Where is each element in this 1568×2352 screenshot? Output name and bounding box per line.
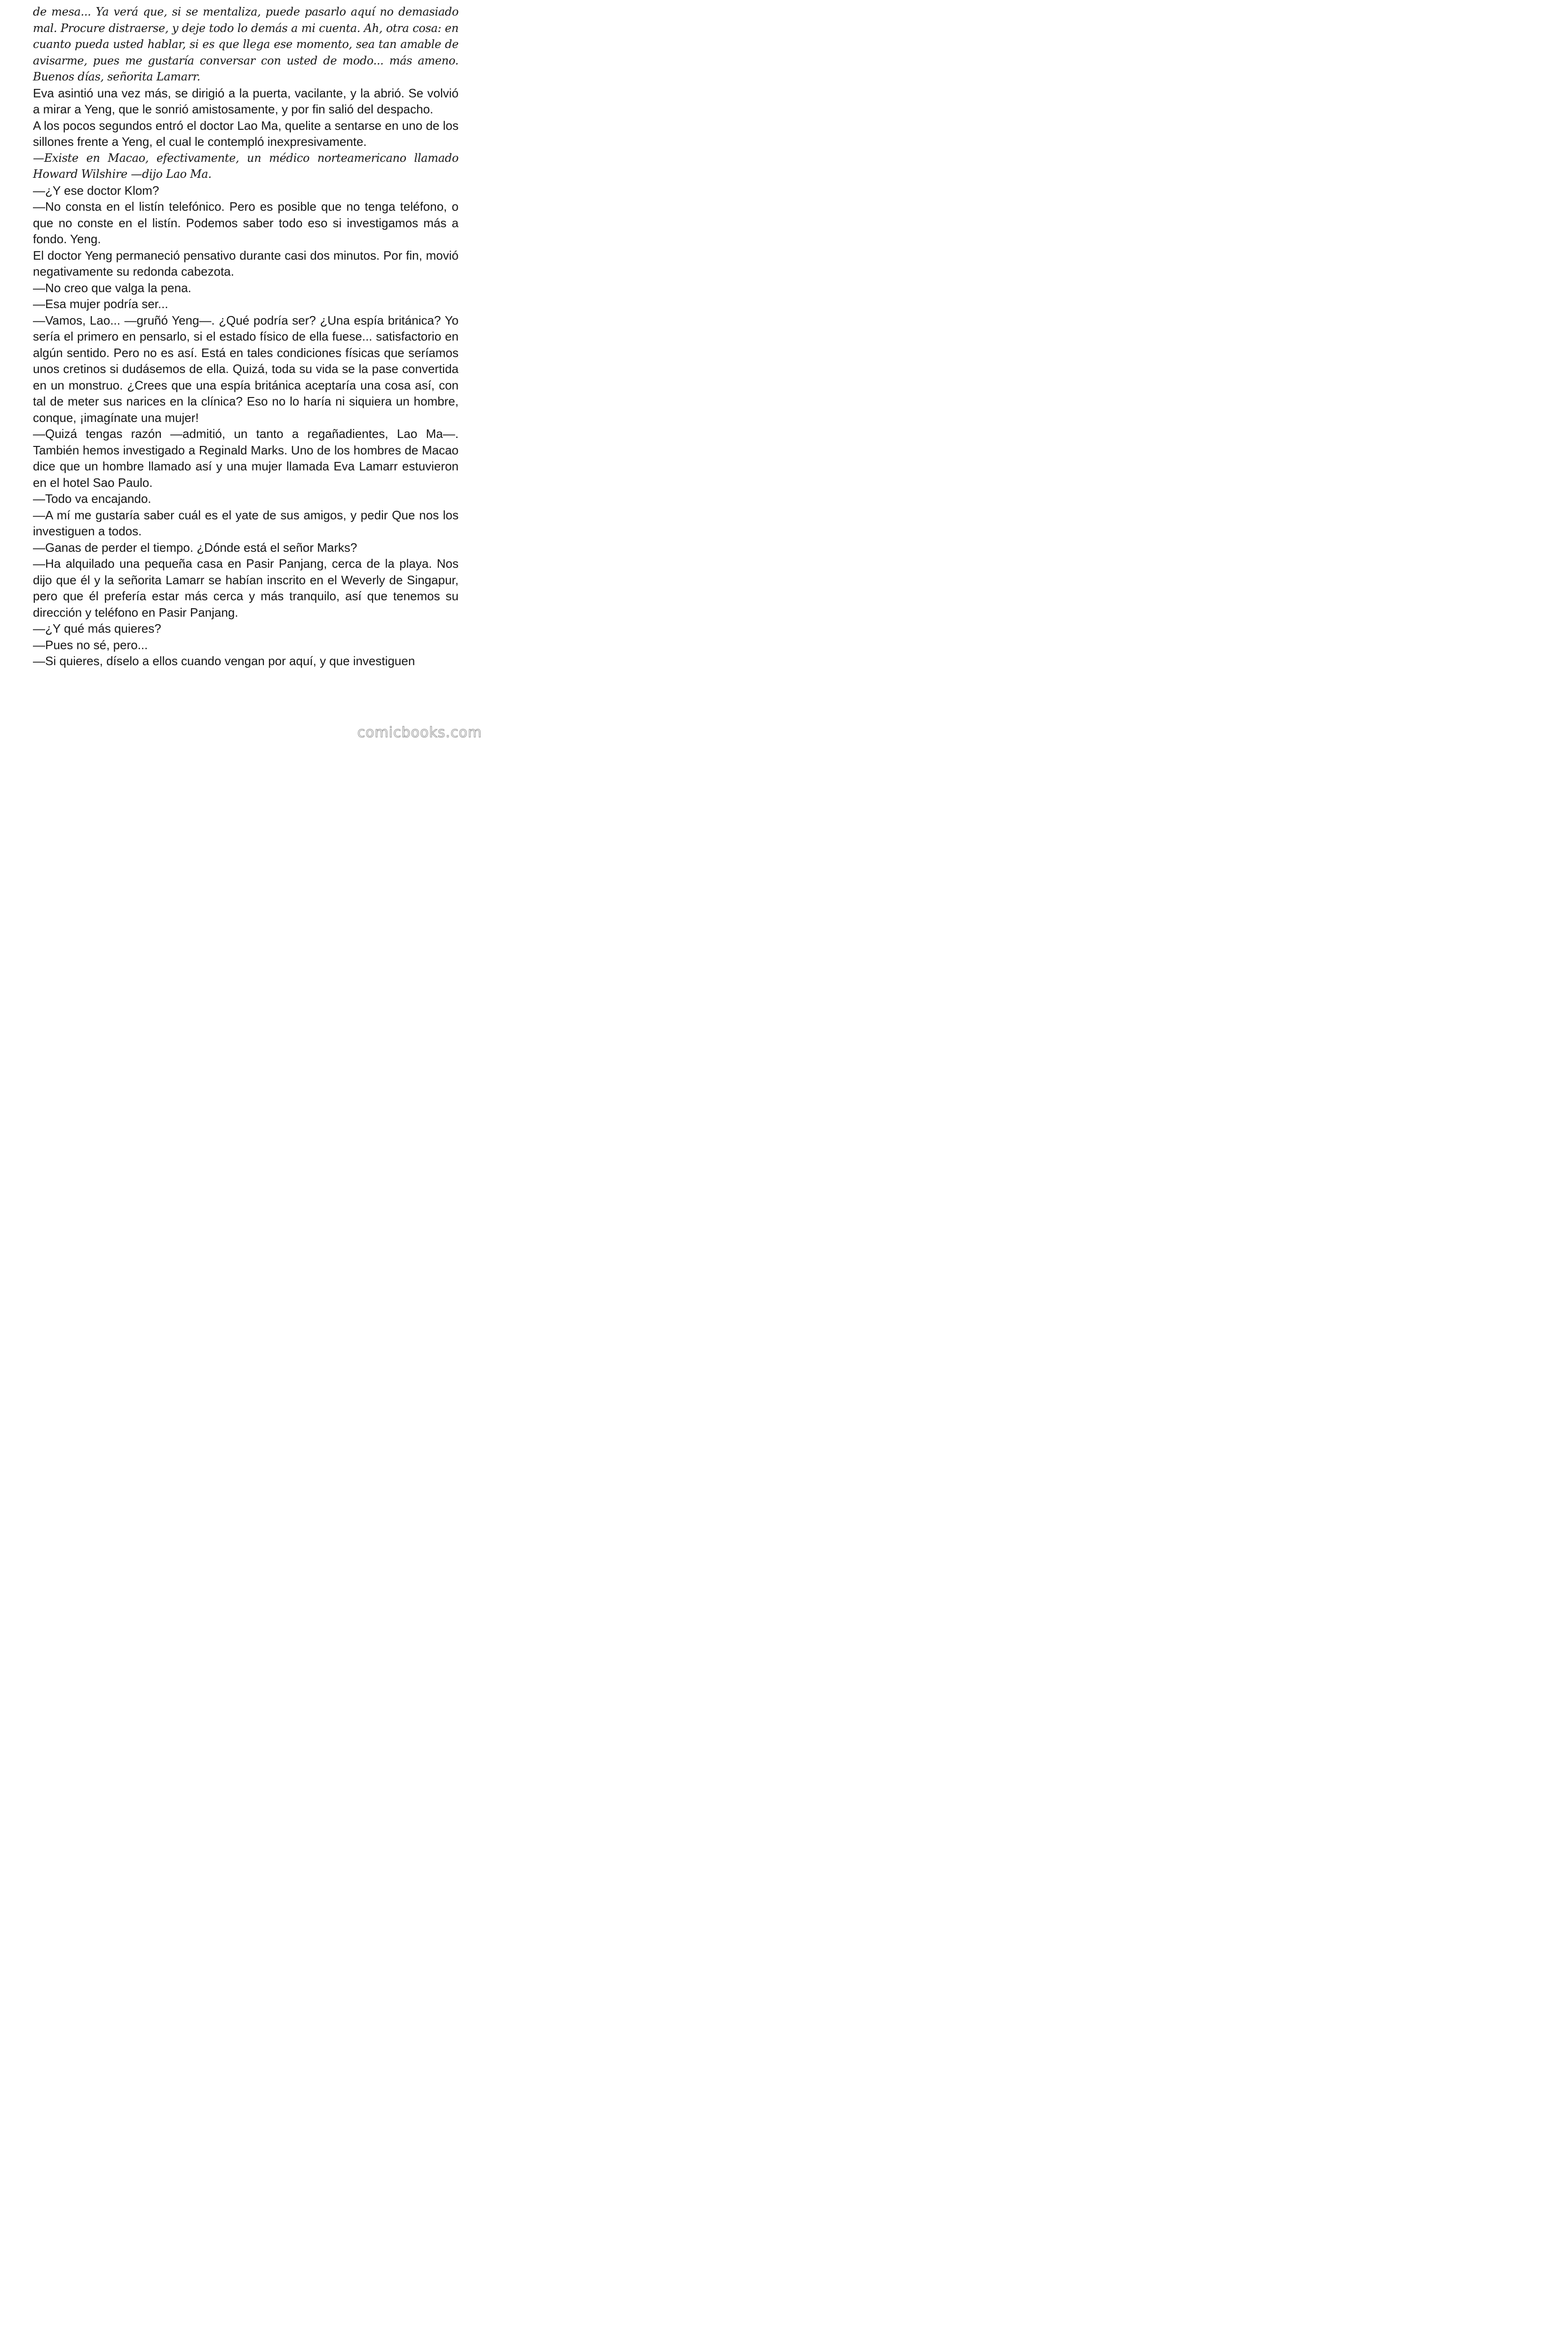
- paragraph: —Ganas de perder el tiempo. ¿Dónde está el señor Marks?: [33, 540, 357, 555]
- paragraph: —Todo va encajando.: [33, 492, 151, 506]
- paragraph: —Esa mujer podría ser...: [33, 297, 168, 311]
- paragraph: A los pocos segundos entró el doctor Lao Ma, quelite a sentarse en uno de los sillones frente a Yeng, el cual le contempló inexpresivamente.: [33, 118, 459, 149]
- paragraph: —Si quieres, díselo a ellos cuando vengan por aquí, y que investiguen: [33, 654, 415, 668]
- paragraph: —A mí me gustaría saber cuál es el yate de sus amigos, y pedir Que nos los investiguen a todos.: [33, 508, 459, 538]
- paragraph: de mesa... Ya verá que, si se mentaliza, puede pasarlo aquí no demasiado mal. Procure distraerse, y deje todo lo demás a mi cuenta. Ah, otra cosa: en cuanto pueda usted hablar, si es que llega ese momento, sea tan amable de avisarme, pues me gustaría conversar con usted de modo... más ameno. Buenos días, señorita Lamarr.: [33, 5, 459, 83]
- paragraph: Eva asintió una vez más, se dirigió a la puerta, vacilante, y la abrió. Se volvió a mirar a Yeng, que le sonrió amistosamente, y por fin salió del despacho.: [33, 86, 459, 116]
- paragraph: —No consta en el listín telefónico. Pero es posible que no tenga teléfono, o que no conste en el listín. Podemos saber todo eso si investigamos más a fondo. Yeng.: [33, 199, 459, 246]
- document-page: [0, 0, 495, 743]
- paragraph: —No creo que valga la pena.: [33, 280, 191, 295]
- paragraph: El doctor Yeng permaneció pensativo durante casi dos minutos. Por fin, movió negativamente su redonda cabezota.: [33, 248, 459, 278]
- paragraph: —Existe en Macao, efectivamente, un médico norteamericano llamado Howard Wilshire —dijo Lao Ma.: [33, 151, 459, 181]
- paragraph: —¿Y ese doctor Klom?: [33, 183, 159, 198]
- paragraph: —Vamos, Lao... —gruñó Yeng—. ¿Qué podría ser? ¿Una espía británica? Yo sería el primero en pensarlo, si el estado físico de ella fuese... satisfactorio en algún sentido. Pero no es así. Está en tales condiciones físicas que seríamos unos cretinos si dudásemos de ella. Quizá, toda su vida se la pase convertida en un monstruo. ¿Crees que una espía británica aceptaría una cosa así, con tal de meter sus narices en la clínica? Eso no lo haría ni siquiera un hombre, conque, ¡imagínate una mujer!: [33, 313, 459, 425]
- watermark: comicbooks.com: [357, 724, 482, 741]
- paragraph: —Pues no sé, pero...: [33, 637, 148, 652]
- body-text: [33, 4, 459, 669]
- paragraph: —¿Y qué más quieres?: [33, 621, 161, 636]
- paragraph: —Ha alquilado una pequeña casa en Pasir Panjang, cerca de la playa. Nos dijo que él y la señorita Lamarr se habían inscrito en el Weverly de Singapur, pero que él prefería estar más cerca y más tranquilo, así que tenemos su dirección y teléfono en Pasir Panjang.: [33, 556, 459, 620]
- paragraph: —Quizá tengas razón —admitió, un tanto a regañadientes, Lao Ma—. También hemos investigado a Reginald Marks. Uno de los hombres de Macao dice que un hombre llamado así y una mujer llamada Eva Lamarr estuvieron en el hotel Sao Paulo.: [33, 427, 459, 490]
